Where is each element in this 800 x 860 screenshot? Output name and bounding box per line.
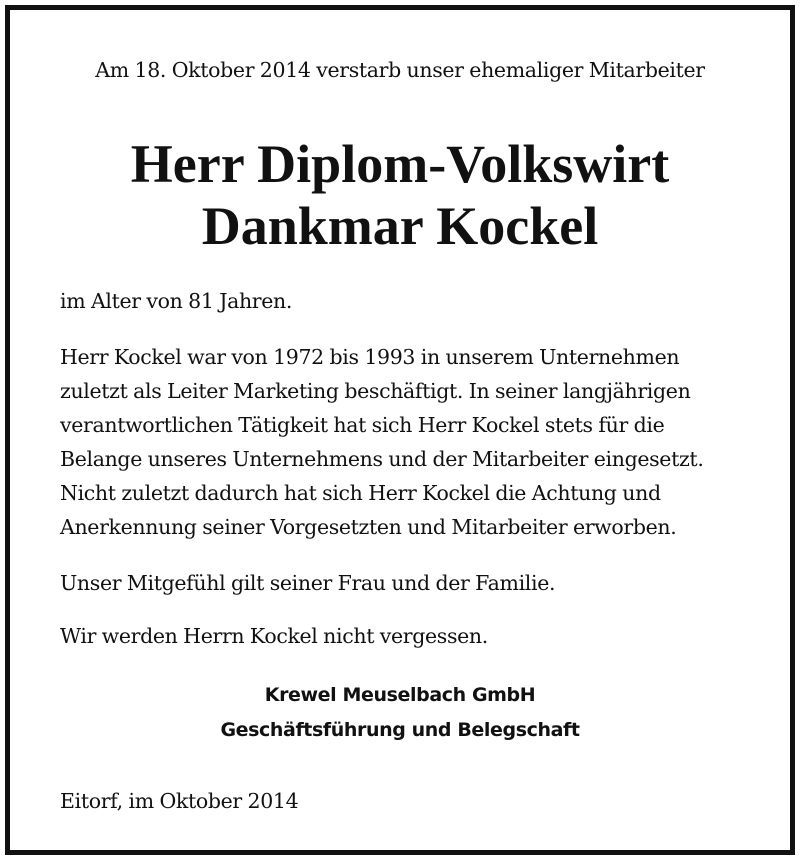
company-subline: Geschäftsführung und Belegschaft xyxy=(220,719,580,741)
remembrance-text: Wir werden Herrn Kockel nicht vergessen. xyxy=(60,624,488,648)
career-line: Belange unseres Unternehmens und der Mitarbeiter eingesetzt. xyxy=(60,447,704,471)
obituary-notice xyxy=(5,5,795,855)
deceased-name-title: Herr Diplom-Volkswirt xyxy=(130,134,670,194)
sympathy-text: Unser Mitgefühl gilt seiner Frau und der Familie. xyxy=(60,571,556,595)
place-date: Eitorf, im Oktober 2014 xyxy=(60,789,299,813)
career-line: verantwortlichen Tätigkeit hat sich Herr Kockel stets für die xyxy=(60,413,665,437)
deceased-name: Dankmar Kockel xyxy=(201,196,599,256)
career-line: Anerkennung seiner Vorgesetzten und Mitarbeiter erworben. xyxy=(60,515,677,539)
age-text: im Alter von 81 Jahren. xyxy=(60,289,293,313)
career-line: zuletzt als Leiter Marketing beschäftigt. In seiner langjährigen xyxy=(60,379,691,403)
career-line: Nicht zuletzt dadurch hat sich Herr Kockel die Achtung und xyxy=(60,481,661,505)
career-line: Herr Kockel war von 1972 bis 1993 in unserem Unternehmen xyxy=(60,345,680,369)
company-name: Krewel Meuselbach GmbH xyxy=(264,684,536,706)
intro-text: Am 18. Oktober 2014 verstarb unser ehemaliger Mitarbeiter xyxy=(95,58,705,82)
